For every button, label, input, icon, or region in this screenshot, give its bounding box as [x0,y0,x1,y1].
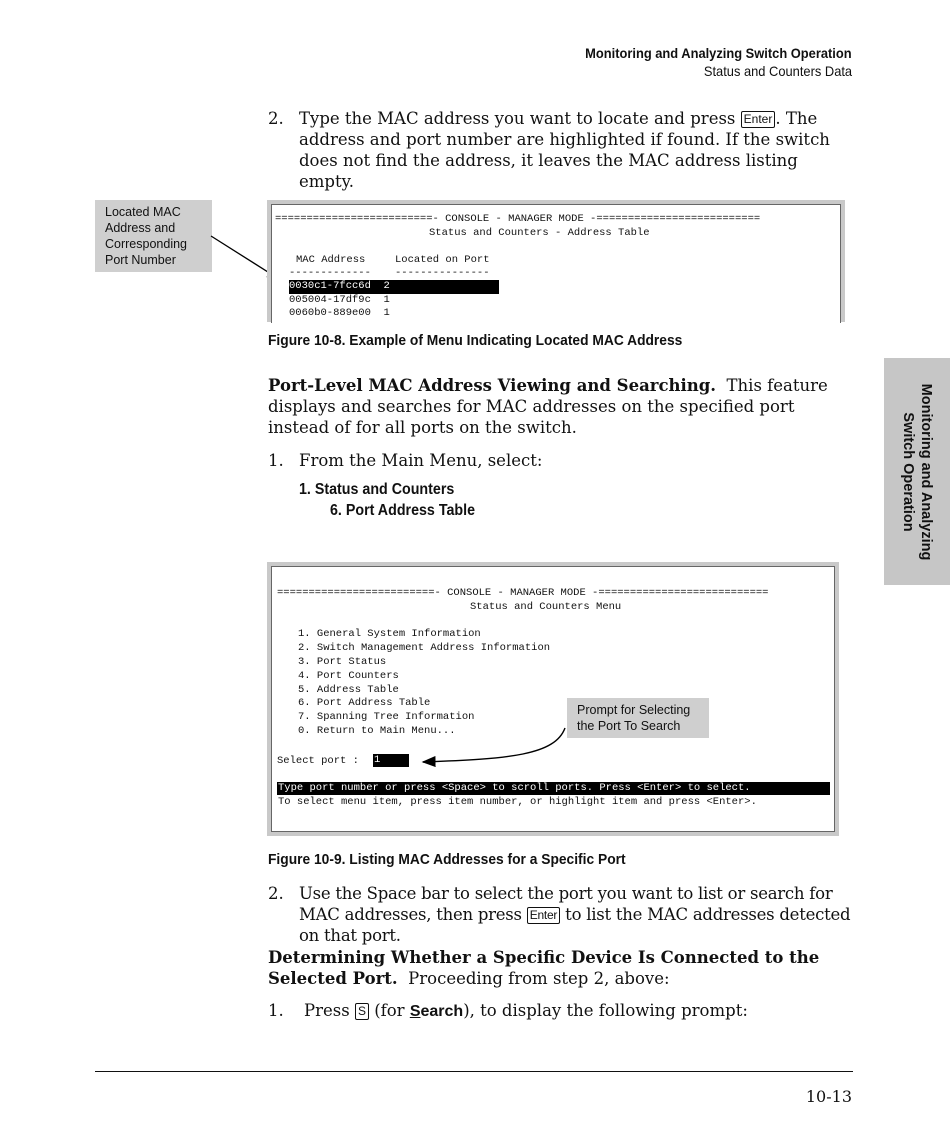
select-port-prompt: Select port : [277,755,366,767]
mac-row: 005004-17df9c 1 [289,294,390,306]
determining-heading: Determining Whether a Specific Device Is Connected to the Selected Port. [268,948,820,988]
menu-item: 6. Port Address Table [298,697,431,709]
footer-rule [95,1071,853,1072]
help-line-highlighted: Type port number or press <Space> to scroll ports. Press <Enter> to select. [278,782,751,794]
running-header-section: Status and Counters Data [703,63,852,79]
select-port-input[interactable]: 1 [373,754,409,767]
step-2-space-bar [268,883,853,946]
menu-path-port-address-table: 6. Port Address Table [330,502,476,519]
console-header: =========================- CONSOLE - MANAGER MODE -========================== [275,213,761,225]
step-text: Type the MAC address you want to locate and press Enter . The address and port number are highlighted if found. If the switch does not find the address, it leaves the MAC address listing empty. [299,109,830,191]
step-number: 2. [268,884,284,903]
chapter-side-tab-label: Monitoring and Analyzing Switch Operation [900,383,934,560]
located-mac-callout: Located MAC Address and Corresponding Port Number [95,200,212,272]
determining-paragraph: Determining Whether a Specific Device Is Connected to the Selected Port. Proceeding from step 2, above: [268,948,820,988]
port-level-paragraph: Port-Level MAC Address Viewing and Searching. This feature displays and searches for MAC addresses on the specified port instead of for all ports on the switch. [268,376,828,437]
step-text: Use the Space bar to select the port you want to list or search for MAC addresses, then press Enter to list the MAC addresses detected on that port. [299,884,851,945]
menu-item: 2. Switch Management Address Information [298,642,551,654]
step-2-locate [268,108,853,192]
menu-item: 7. Spanning Tree Information [298,711,475,723]
menu-item: 3. Port Status [298,656,387,668]
enter-key-icon: Enter [527,907,560,924]
help-line: To select menu item, press item number, or highlight item and press <Enter>. [278,796,757,808]
step-number: 1. [268,451,284,470]
running-header-chapter: Monitoring and Analyzing Switch Operation [585,45,852,61]
menu-item: 5. Address Table [298,684,399,696]
step-text: Press S (for Search), to display the following prompt: [304,1001,748,1020]
step-number: 2. [268,109,284,128]
menu-item: 4. Port Counters [298,670,399,682]
menu-item: 0. Return to Main Menu... [298,725,456,737]
s-key-icon: S [355,1003,369,1020]
step-number: 1. [268,1001,284,1020]
figure-10-8-caption: Figure 10-8. Example of Menu Indicating Located MAC Address [268,332,683,349]
prompt-arrow-icon [415,725,575,770]
step-text: From the Main Menu, select: [299,451,543,470]
menu-item: 1. General System Information [298,628,481,640]
chapter-side-tab [884,358,950,585]
step-1-press-search [268,1000,853,1022]
address-table-screen [267,200,845,322]
screen-subtitle: Status and Counters - Address Table [429,227,650,239]
enter-key-icon: Enter [741,111,776,128]
screen-subtitle: Status and Counters Menu [470,601,622,613]
column-header-port: Located on Port [395,254,490,266]
column-rule-mac: ------------- [289,267,371,279]
mac-row: 0060b0-889e00 1 [289,307,390,319]
prompt-callout: Prompt for Selecting the Port To Search [567,698,709,738]
page-number: 10-13 [805,1087,852,1106]
console-header: =========================- CONSOLE - MANAGER MODE -=========================== [277,587,769,599]
column-header-mac: MAC Address [296,254,366,266]
column-rule-port: --------------- [395,267,490,279]
figure-10-9-caption: Figure 10-9. Listing MAC Addresses for a Specific Port [268,851,626,868]
step-1-main-menu [268,450,853,471]
mac-row-highlighted: 0030c1-7fcc6d 2 [289,280,390,292]
port-level-heading: Port-Level MAC Address Viewing and Searching. [268,376,717,395]
menu-path-status-counters: 1. Status and Counters [299,481,455,498]
status-counters-menu-screen [267,562,839,836]
